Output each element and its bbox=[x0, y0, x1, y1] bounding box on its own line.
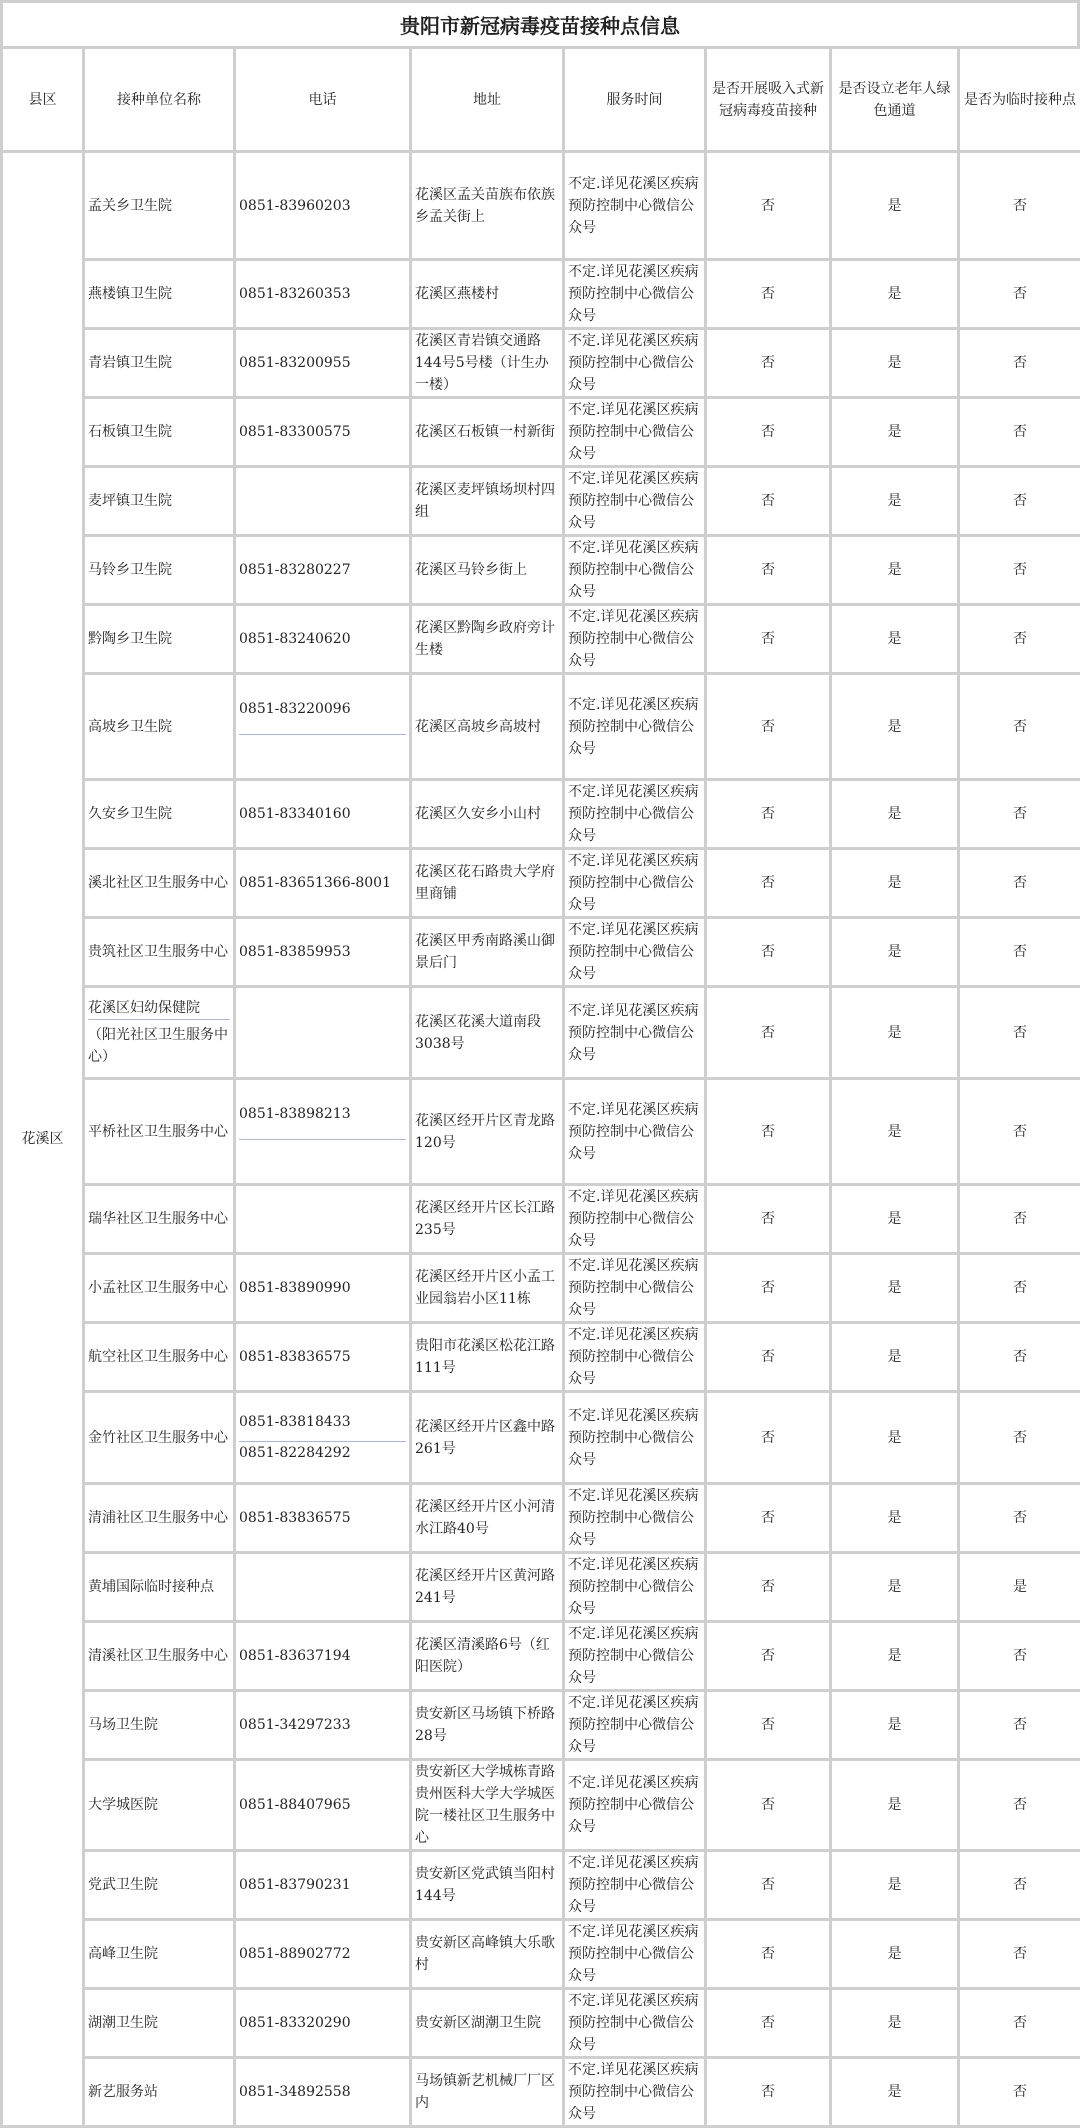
service-time-cell: 不定.详见花溪区疾病预防控制中心微信公众号 bbox=[564, 536, 706, 605]
service-time-cell: 不定.详见花溪区疾病预防控制中心微信公众号 bbox=[564, 1484, 706, 1553]
service-time-cell: 不定.详见花溪区疾病预防控制中心微信公众号 bbox=[564, 398, 706, 467]
phone-cell bbox=[235, 260, 411, 329]
service-time-cell: 不定.详见花溪区疾病预防控制中心微信公众号 bbox=[564, 1323, 706, 1392]
inhaled-vaccine-cell: 否 bbox=[706, 260, 831, 329]
site-name-cell bbox=[84, 1989, 235, 2058]
service-time-cell: 不定.详见花溪区疾病预防控制中心微信公众号 bbox=[564, 1185, 706, 1254]
inhaled-vaccine-cell: 否 bbox=[706, 918, 831, 987]
site-name: 清浦社区卫生服务中心 bbox=[88, 1507, 230, 1529]
temporary-site-cell: 否 bbox=[959, 152, 1080, 260]
elderly-green-channel-cell: 是 bbox=[831, 1622, 959, 1691]
service-time-cell: 不定.详见花溪区疾病预防控制中心微信公众号 bbox=[564, 849, 706, 918]
table-row bbox=[2, 467, 1080, 536]
temporary-site-cell: 否 bbox=[959, 1254, 1080, 1323]
address-cell: 花溪区久安乡小山村 bbox=[411, 780, 564, 849]
service-time-cell: 不定.详见花溪区疾病预防控制中心微信公众号 bbox=[564, 1760, 706, 1851]
phone-number: 0851-83340160 bbox=[239, 803, 406, 825]
site-name: 溪北社区卫生服务中心 bbox=[88, 872, 230, 894]
temporary-site-cell: 否 bbox=[959, 1079, 1080, 1185]
table-row bbox=[2, 1553, 1080, 1622]
address-cell: 花溪区青岩镇交通路144号5号楼（计生办一楼） bbox=[411, 329, 564, 398]
phone-divider bbox=[239, 734, 406, 755]
table-row bbox=[2, 1323, 1080, 1392]
service-time-cell: 不定.详见花溪区疾病预防控制中心微信公众号 bbox=[564, 1691, 706, 1760]
service-time-cell: 不定.详见花溪区疾病预防控制中心微信公众号 bbox=[564, 1079, 706, 1185]
phone-cell bbox=[235, 1185, 411, 1254]
service-time-cell: 不定.详见花溪区疾病预防控制中心微信公众号 bbox=[564, 2058, 706, 2127]
service-time-cell: 不定.详见花溪区疾病预防控制中心微信公众号 bbox=[564, 987, 706, 1079]
address-cell: 马场镇新艺机械厂厂区内 bbox=[411, 2058, 564, 2127]
phone-number: 0851-83859953 bbox=[239, 941, 406, 963]
header-cell: 是否开展吸入式新冠病毒疫苗接种 bbox=[706, 48, 831, 152]
phone-number: 0851-83890990 bbox=[239, 1277, 406, 1299]
phone-number: 0851-83790231 bbox=[239, 1874, 406, 1896]
temporary-site-cell: 否 bbox=[959, 674, 1080, 780]
phone-cell bbox=[235, 1851, 411, 1920]
service-time-cell: 不定.详见花溪区疾病预防控制中心微信公众号 bbox=[564, 1989, 706, 2058]
phone-cell bbox=[235, 1254, 411, 1323]
table-row bbox=[2, 1484, 1080, 1553]
elderly-green-channel-cell: 是 bbox=[831, 1760, 959, 1851]
table-row bbox=[2, 1989, 1080, 2058]
inhaled-vaccine-cell: 否 bbox=[706, 849, 831, 918]
site-name-cell bbox=[84, 1851, 235, 1920]
phone-divider bbox=[239, 1139, 406, 1160]
site-name: 平桥社区卫生服务中心 bbox=[88, 1121, 230, 1143]
phone-number: 0851-83200955 bbox=[239, 352, 406, 374]
temporary-site-cell: 否 bbox=[959, 329, 1080, 398]
temporary-site-cell: 否 bbox=[959, 987, 1080, 1079]
site-name-cell bbox=[84, 536, 235, 605]
site-name: 燕楼镇卫生院 bbox=[88, 283, 230, 305]
header-cell: 是否设立老年人绿色通道 bbox=[831, 48, 959, 152]
site-name: 黔陶乡卫生院 bbox=[88, 628, 230, 650]
elderly-green-channel-cell: 是 bbox=[831, 674, 959, 780]
phone-number: 0851-83280227 bbox=[239, 559, 406, 581]
site-name-cell bbox=[84, 152, 235, 260]
inhaled-vaccine-cell: 否 bbox=[706, 329, 831, 398]
table-row bbox=[2, 536, 1080, 605]
phone-number: 0851-83960203 bbox=[239, 195, 406, 217]
elderly-green-channel-cell: 是 bbox=[831, 987, 959, 1079]
site-name: 青岩镇卫生院 bbox=[88, 352, 230, 374]
phone-cell bbox=[235, 1553, 411, 1622]
address-cell: 花溪区花石路贵大学府里商铺 bbox=[411, 849, 564, 918]
address-cell: 花溪区清溪路6号（红阳医院） bbox=[411, 1622, 564, 1691]
service-time-cell: 不定.详见花溪区疾病预防控制中心微信公众号 bbox=[564, 674, 706, 780]
site-name: 久安乡卫生院 bbox=[88, 803, 230, 825]
address-cell: 花溪区经开片区小河清水江路40号 bbox=[411, 1484, 564, 1553]
phone-cell bbox=[235, 987, 411, 1079]
table-row bbox=[2, 152, 1080, 260]
elderly-green-channel-cell: 是 bbox=[831, 1851, 959, 1920]
service-time-cell: 不定.详见花溪区疾病预防控制中心微信公众号 bbox=[564, 467, 706, 536]
address-cell: 花溪区经开片区青龙路120号 bbox=[411, 1079, 564, 1185]
site-name: 大学城医院 bbox=[88, 1794, 230, 1816]
header-row bbox=[2, 48, 1080, 152]
service-time-cell: 不定.详见花溪区疾病预防控制中心微信公众号 bbox=[564, 152, 706, 260]
phone-number: 0851-83637194 bbox=[239, 1645, 406, 1667]
service-time-cell: 不定.详见花溪区疾病预防控制中心微信公众号 bbox=[564, 780, 706, 849]
site-name-cell bbox=[84, 1622, 235, 1691]
address-cell: 贵安新区大学城栋青路贵州医科大学大学城医院一楼社区卫生服务中心 bbox=[411, 1760, 564, 1851]
inhaled-vaccine-cell: 否 bbox=[706, 536, 831, 605]
site-name-cell bbox=[84, 1323, 235, 1392]
site-name: 孟关乡卫生院 bbox=[88, 195, 230, 217]
site-name-cell bbox=[84, 1254, 235, 1323]
temporary-site-cell: 否 bbox=[959, 918, 1080, 987]
phone-cell bbox=[235, 1622, 411, 1691]
table-row bbox=[2, 1254, 1080, 1323]
inhaled-vaccine-cell: 否 bbox=[706, 1185, 831, 1254]
table-row bbox=[2, 1760, 1080, 1851]
inhaled-vaccine-cell: 否 bbox=[706, 780, 831, 849]
elderly-green-channel-cell: 是 bbox=[831, 1323, 959, 1392]
site-name-cell bbox=[84, 398, 235, 467]
temporary-site-cell: 否 bbox=[959, 1622, 1080, 1691]
site-name: 黄埔国际临时接种点 bbox=[88, 1576, 230, 1598]
inhaled-vaccine-cell: 否 bbox=[706, 674, 831, 780]
site-name-cell bbox=[84, 1079, 235, 1185]
address-cell: 花溪区麦坪镇场坝村四组 bbox=[411, 467, 564, 536]
temporary-site-cell: 否 bbox=[959, 605, 1080, 674]
phone-cell bbox=[235, 398, 411, 467]
inhaled-vaccine-cell: 否 bbox=[706, 467, 831, 536]
elderly-green-channel-cell: 是 bbox=[831, 1185, 959, 1254]
temporary-site-cell: 否 bbox=[959, 398, 1080, 467]
temporary-site-cell: 否 bbox=[959, 467, 1080, 536]
phone-number: 0851-88902772 bbox=[239, 1943, 406, 1965]
address-cell: 花溪区甲秀南路溪山御景后门 bbox=[411, 918, 564, 987]
phone-number: 0851-88407965 bbox=[239, 1794, 406, 1816]
phone-cell bbox=[235, 780, 411, 849]
phone-cell bbox=[235, 1691, 411, 1760]
phone-number: 0851-83836575 bbox=[239, 1346, 406, 1368]
site-name: 党武卫生院 bbox=[88, 1874, 230, 1896]
site-name: 石板镇卫生院 bbox=[88, 421, 230, 443]
address-cell: 贵安新区党武镇当阳村144号 bbox=[411, 1851, 564, 1920]
inhaled-vaccine-cell: 否 bbox=[706, 987, 831, 1079]
table-row bbox=[2, 605, 1080, 674]
elderly-green-channel-cell: 是 bbox=[831, 1989, 959, 2058]
header-cell: 电话 bbox=[235, 48, 411, 152]
address-cell: 花溪区经开片区长江路235号 bbox=[411, 1185, 564, 1254]
district-cell: 花溪区 bbox=[2, 152, 84, 2127]
inhaled-vaccine-cell: 否 bbox=[706, 398, 831, 467]
temporary-site-cell: 否 bbox=[959, 2058, 1080, 2127]
elderly-green-channel-cell: 是 bbox=[831, 2058, 959, 2127]
site-name-cell bbox=[84, 605, 235, 674]
elderly-green-channel-cell: 是 bbox=[831, 152, 959, 260]
site-name: 马铃乡卫生院 bbox=[88, 559, 230, 581]
inhaled-vaccine-cell: 否 bbox=[706, 1622, 831, 1691]
table-row bbox=[2, 849, 1080, 918]
address-cell: 花溪区黔陶乡政府旁计生楼 bbox=[411, 605, 564, 674]
inhaled-vaccine-cell: 否 bbox=[706, 1392, 831, 1484]
phone-cell bbox=[235, 1392, 411, 1484]
table-row bbox=[2, 987, 1080, 1079]
temporary-site-cell: 否 bbox=[959, 1323, 1080, 1392]
phone-number: 0851-83300575 bbox=[239, 421, 406, 443]
service-time-cell: 不定.详见花溪区疾病预防控制中心微信公众号 bbox=[564, 329, 706, 398]
elderly-green-channel-cell: 是 bbox=[831, 398, 959, 467]
phone-cell bbox=[235, 467, 411, 536]
service-time-cell: 不定.详见花溪区疾病预防控制中心微信公众号 bbox=[564, 1392, 706, 1484]
table-row bbox=[2, 2058, 1080, 2127]
inhaled-vaccine-cell: 否 bbox=[706, 2058, 831, 2127]
address-cell: 花溪区孟关苗族布依族乡孟关街上 bbox=[411, 152, 564, 260]
address-cell: 贵安新区高峰镇大乐歌村 bbox=[411, 1920, 564, 1989]
phone-cell bbox=[235, 674, 411, 780]
table-row bbox=[2, 674, 1080, 780]
phone-cell bbox=[235, 1920, 411, 1989]
site-name: 瑞华社区卫生服务中心 bbox=[88, 1208, 230, 1230]
table-row bbox=[2, 1185, 1080, 1254]
temporary-site-cell: 否 bbox=[959, 1484, 1080, 1553]
service-time-cell: 不定.详见花溪区疾病预防控制中心微信公众号 bbox=[564, 260, 706, 329]
elderly-green-channel-cell: 是 bbox=[831, 780, 959, 849]
temporary-site-cell: 否 bbox=[959, 1851, 1080, 1920]
elderly-green-channel-cell: 是 bbox=[831, 1484, 959, 1553]
inhaled-vaccine-cell: 否 bbox=[706, 1691, 831, 1760]
service-time-cell: 不定.详见花溪区疾病预防控制中心微信公众号 bbox=[564, 918, 706, 987]
phone-number: 0851-83898213 bbox=[239, 1103, 406, 1125]
site-name: 花溪区妇幼保健院 bbox=[88, 997, 230, 1019]
inhaled-vaccine-cell: 否 bbox=[706, 1989, 831, 2058]
temporary-site-cell: 否 bbox=[959, 849, 1080, 918]
phone-cell bbox=[235, 1760, 411, 1851]
temporary-site-cell: 否 bbox=[959, 1185, 1080, 1254]
site-name: 清溪社区卫生服务中心 bbox=[88, 1645, 230, 1667]
address-cell: 花溪区经开片区小孟工业园翁岩小区11栋 bbox=[411, 1254, 564, 1323]
site-name: 麦坪镇卫生院 bbox=[88, 490, 230, 512]
site-name-cell bbox=[84, 987, 235, 1079]
inhaled-vaccine-cell: 否 bbox=[706, 152, 831, 260]
phone-number-secondary: 0851-82284292 bbox=[239, 1441, 406, 1464]
inhaled-vaccine-cell: 否 bbox=[706, 1553, 831, 1622]
phone-cell bbox=[235, 2058, 411, 2127]
site-name-cell bbox=[84, 1691, 235, 1760]
phone-cell bbox=[235, 152, 411, 260]
header-cell: 地址 bbox=[411, 48, 564, 152]
phone-cell bbox=[235, 605, 411, 674]
site-name-cell bbox=[84, 1185, 235, 1254]
inhaled-vaccine-cell: 否 bbox=[706, 1254, 831, 1323]
phone-cell bbox=[235, 536, 411, 605]
table-row bbox=[2, 1392, 1080, 1484]
site-name: 马场卫生院 bbox=[88, 1714, 230, 1736]
address-cell: 花溪区花溪大道南段3038号 bbox=[411, 987, 564, 1079]
header-cell: 服务时间 bbox=[564, 48, 706, 152]
site-name-cell bbox=[84, 260, 235, 329]
elderly-green-channel-cell: 是 bbox=[831, 329, 959, 398]
phone-cell bbox=[235, 329, 411, 398]
header-cell: 是否为临时接种点 bbox=[959, 48, 1080, 152]
site-name-cell bbox=[84, 2058, 235, 2127]
elderly-green-channel-cell: 是 bbox=[831, 918, 959, 987]
elderly-green-channel-cell: 是 bbox=[831, 849, 959, 918]
site-name-note: （阳光社区卫生服务中心） bbox=[88, 1019, 230, 1068]
page-title: 贵阳市新冠病毒疫苗接种点信息 bbox=[0, 0, 1080, 46]
inhaled-vaccine-cell: 否 bbox=[706, 1851, 831, 1920]
site-name: 高坡乡卫生院 bbox=[88, 716, 230, 738]
table-row bbox=[2, 780, 1080, 849]
inhaled-vaccine-cell: 否 bbox=[706, 1079, 831, 1185]
phone-number: 0851-83320290 bbox=[239, 2012, 406, 2034]
address-cell: 花溪区经开片区鑫中路261号 bbox=[411, 1392, 564, 1484]
table-row bbox=[2, 1691, 1080, 1760]
elderly-green-channel-cell: 是 bbox=[831, 536, 959, 605]
address-cell: 花溪区马铃乡街上 bbox=[411, 536, 564, 605]
table-row bbox=[2, 1079, 1080, 1185]
site-name-cell bbox=[84, 1920, 235, 1989]
table-row bbox=[2, 918, 1080, 987]
table-row bbox=[2, 260, 1080, 329]
site-name: 小孟社区卫生服务中心 bbox=[88, 1277, 230, 1299]
temporary-site-cell: 否 bbox=[959, 1760, 1080, 1851]
service-time-cell: 不定.详见花溪区疾病预防控制中心微信公众号 bbox=[564, 1254, 706, 1323]
phone-cell bbox=[235, 1484, 411, 1553]
site-name-cell bbox=[84, 918, 235, 987]
service-time-cell: 不定.详见花溪区疾病预防控制中心微信公众号 bbox=[564, 605, 706, 674]
phone-number: 0851-34297233 bbox=[239, 1714, 406, 1736]
phone-cell bbox=[235, 1079, 411, 1185]
site-name-cell bbox=[84, 674, 235, 780]
phone-number: 0851-83260353 bbox=[239, 283, 406, 305]
inhaled-vaccine-cell: 否 bbox=[706, 605, 831, 674]
service-time-cell: 不定.详见花溪区疾病预防控制中心微信公众号 bbox=[564, 1553, 706, 1622]
service-time-cell: 不定.详见花溪区疾病预防控制中心微信公众号 bbox=[564, 1851, 706, 1920]
elderly-green-channel-cell: 是 bbox=[831, 1691, 959, 1760]
site-name-cell bbox=[84, 1392, 235, 1484]
phone-number: 0851-83651366-8001 bbox=[239, 872, 406, 894]
phone-number: 0851-34892558 bbox=[239, 2081, 406, 2103]
elderly-green-channel-cell: 是 bbox=[831, 1079, 959, 1185]
phone-number: 0851-83220096 bbox=[239, 698, 406, 720]
address-cell: 贵阳市花溪区松花江路111号 bbox=[411, 1323, 564, 1392]
table-row bbox=[2, 1851, 1080, 1920]
table-row bbox=[2, 1622, 1080, 1691]
site-name-cell bbox=[84, 849, 235, 918]
elderly-green-channel-cell: 是 bbox=[831, 467, 959, 536]
elderly-green-channel-cell: 是 bbox=[831, 1920, 959, 1989]
inhaled-vaccine-cell: 否 bbox=[706, 1323, 831, 1392]
elderly-green-channel-cell: 是 bbox=[831, 1392, 959, 1484]
service-time-cell: 不定.详见花溪区疾病预防控制中心微信公众号 bbox=[564, 1622, 706, 1691]
table-row bbox=[2, 1920, 1080, 1989]
temporary-site-cell: 否 bbox=[959, 1989, 1080, 2058]
elderly-green-channel-cell: 是 bbox=[831, 260, 959, 329]
temporary-site-cell: 否 bbox=[959, 780, 1080, 849]
site-name: 金竹社区卫生服务中心 bbox=[88, 1427, 230, 1449]
phone-cell bbox=[235, 1989, 411, 2058]
site-name-cell bbox=[84, 467, 235, 536]
site-name-cell bbox=[84, 1553, 235, 1622]
site-name: 贵筑社区卫生服务中心 bbox=[88, 941, 230, 963]
site-name-cell bbox=[84, 329, 235, 398]
temporary-site-cell: 否 bbox=[959, 1691, 1080, 1760]
site-name-cell bbox=[84, 780, 235, 849]
site-name-cell bbox=[84, 1484, 235, 1553]
table-row bbox=[2, 329, 1080, 398]
site-name: 湖潮卫生院 bbox=[88, 2012, 230, 2034]
temporary-site-cell: 否 bbox=[959, 536, 1080, 605]
phone-cell bbox=[235, 1323, 411, 1392]
elderly-green-channel-cell: 是 bbox=[831, 1553, 959, 1622]
inhaled-vaccine-cell: 否 bbox=[706, 1920, 831, 1989]
phone-cell bbox=[235, 849, 411, 918]
temporary-site-cell: 否 bbox=[959, 260, 1080, 329]
elderly-green-channel-cell: 是 bbox=[831, 605, 959, 674]
site-name: 新艺服务站 bbox=[88, 2081, 230, 2103]
address-cell: 花溪区经开片区黄河路241号 bbox=[411, 1553, 564, 1622]
phone-number: 0851-83818433 bbox=[239, 1411, 406, 1433]
site-name-cell bbox=[84, 1760, 235, 1851]
service-time-cell: 不定.详见花溪区疾病预防控制中心微信公众号 bbox=[564, 1920, 706, 1989]
temporary-site-cell: 是 bbox=[959, 1553, 1080, 1622]
header-cell: 县区 bbox=[2, 48, 84, 152]
header-cell: 接种单位名称 bbox=[84, 48, 235, 152]
address-cell: 花溪区石板镇一村新街 bbox=[411, 398, 564, 467]
inhaled-vaccine-cell: 否 bbox=[706, 1484, 831, 1553]
address-cell: 贵安新区马场镇下桥路28号 bbox=[411, 1691, 564, 1760]
address-cell: 贵安新区湖潮卫生院 bbox=[411, 1989, 564, 2058]
temporary-site-cell: 否 bbox=[959, 1392, 1080, 1484]
vaccination-sites-table bbox=[0, 46, 1080, 2128]
phone-number: 0851-83240620 bbox=[239, 628, 406, 650]
phone-cell bbox=[235, 918, 411, 987]
address-cell: 花溪区燕楼村 bbox=[411, 260, 564, 329]
address-cell: 花溪区高坡乡高坡村 bbox=[411, 674, 564, 780]
phone-number: 0851-83836575 bbox=[239, 1507, 406, 1529]
temporary-site-cell: 否 bbox=[959, 1920, 1080, 1989]
inhaled-vaccine-cell: 否 bbox=[706, 1760, 831, 1851]
site-name: 航空社区卫生服务中心 bbox=[88, 1346, 230, 1368]
table-row bbox=[2, 398, 1080, 467]
elderly-green-channel-cell: 是 bbox=[831, 1254, 959, 1323]
site-name: 高峰卫生院 bbox=[88, 1943, 230, 1965]
